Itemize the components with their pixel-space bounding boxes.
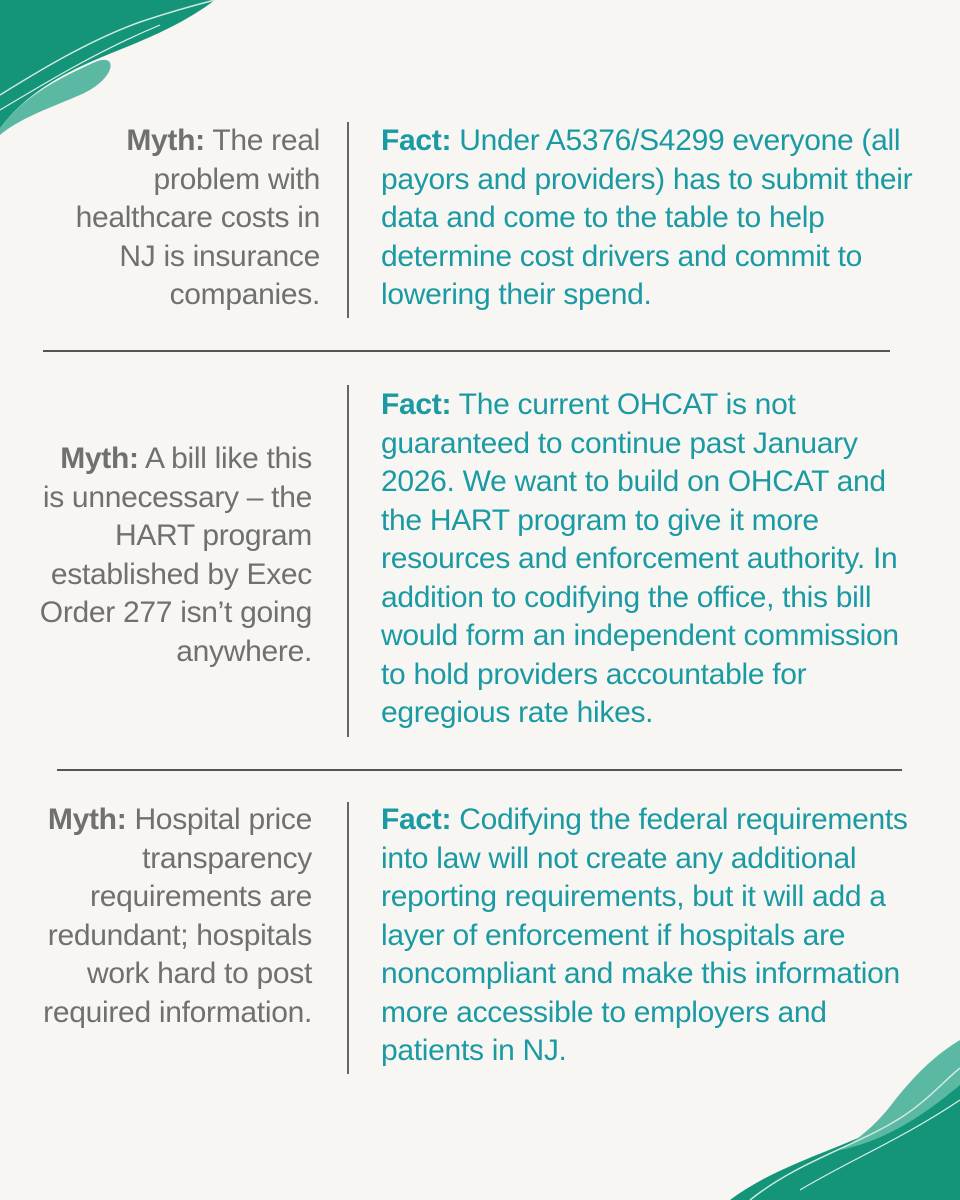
myth-label: Myth: <box>126 124 205 157</box>
myth-block-3 <box>38 801 312 1032</box>
divider-horizontal-2 <box>57 769 902 771</box>
fact-label: Fact: <box>381 124 452 157</box>
divider-vertical-2 <box>347 385 349 737</box>
fact-label: Fact: <box>381 388 452 421</box>
fact-text: Under A5376/S4299 everyone (all payors and providers) has to submit their data and come to the table to help determine cost drivers and commit to lowering their spend. <box>381 124 913 311</box>
myth-block-1 <box>45 122 320 315</box>
fact-block-1 <box>381 122 946 315</box>
fact-text: Codifying the federal requirements into law will not create any additional reporting requirements, but it will add a layer of enforcement if hospitals are noncompliant and make this information more accessible to employers and patients in NJ. <box>381 803 908 1067</box>
fact-label: Fact: <box>381 803 452 836</box>
divider-vertical-1 <box>347 122 349 318</box>
fact-block-3 <box>381 801 921 1071</box>
fact-text: The current OHCAT is not guaranteed to continue past January 2026. We want to build on OHCAT and the HART program to give it more resources and enforcement authority. In addition to codifying the office, this bill would form an independent commission to hold providers accountable for egregious rate hikes. <box>381 388 899 729</box>
myth-label: Myth: <box>47 803 127 836</box>
myth-text: The real problem with healthcare costs in NJ is insurance companies. <box>75 124 320 311</box>
myth-label: Myth: <box>60 442 139 475</box>
divider-vertical-3 <box>347 802 349 1074</box>
fact-block-2 <box>381 386 916 733</box>
myth-block-2 <box>38 440 312 671</box>
divider-horizontal-1 <box>43 350 890 352</box>
myth-text: Hospital price transparency requirements are redundant; hospitals work hard to post required information. <box>43 803 312 1029</box>
top-left-wave-decoration <box>0 0 230 135</box>
myth-text: A bill like this is unnecessary – the HART program established by Exec Order 277 isn’t going anywhere. <box>39 442 312 668</box>
